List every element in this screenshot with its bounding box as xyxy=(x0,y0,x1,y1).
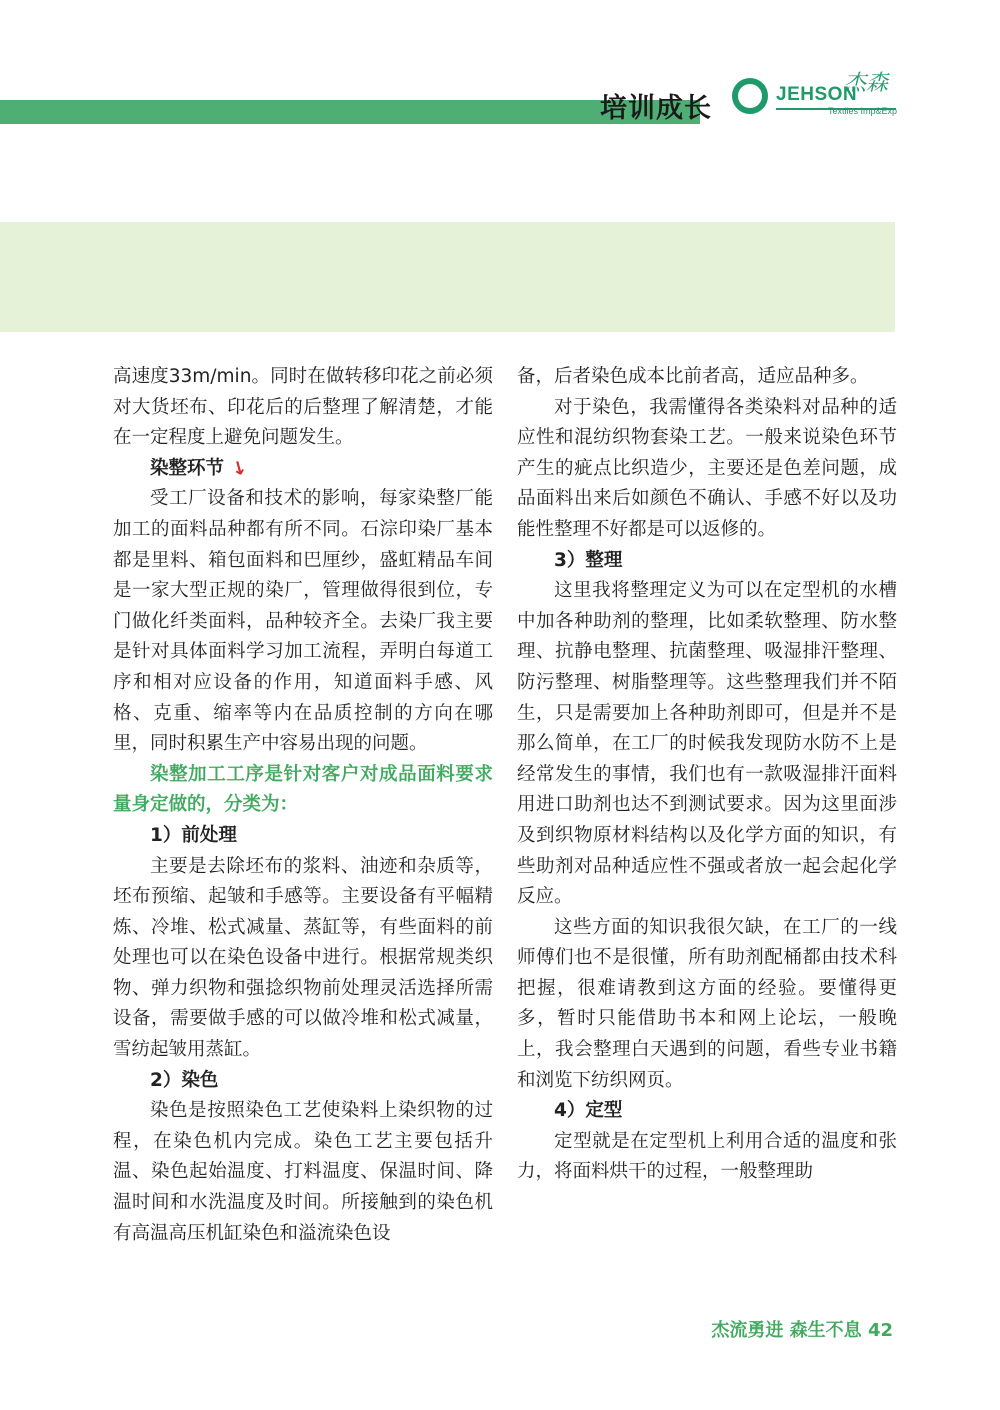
page-number: 42 xyxy=(867,1320,893,1341)
right-column xyxy=(517,362,897,1188)
logo-subtitle: Textiles Imp&Exp xyxy=(828,106,898,116)
paragraph: 这些方面的知识我很欠缺，在工厂的一线师傅们也不是很懂，所有助剂配桶都由技术科把握，很难请教到这方面的经验。要懂得更多，暂时只能借助书本和网上论坛，一般晚上，我会整理白天遇到的问题，看些专业书籍和浏览下纺织网页。 xyxy=(517,916,897,1091)
section-title: 培训成长 xyxy=(600,93,712,124)
paragraph: 染色是按照染色工艺使染料上染织物的过程，在染色机内完成。染色工艺主要包括升温、染色起始温度、打料温度、保温时间、降温时间和水洗温度及时间。所接触到的染色机有高温高压机缸染色和溢流染色设 xyxy=(113,1100,493,1244)
paragraph: 高速度33m/min。同时在做转移印花之前必须对大货坯布、印花后的后整理了解清楚，才能在一定程度上避免问题发生。 xyxy=(113,366,493,449)
paragraph: 备，后者染色成本比前者高，适应品种多。 xyxy=(517,366,869,387)
decorative-green-box xyxy=(0,222,895,332)
subheading: 3）整理 xyxy=(554,549,623,571)
logo-name: JEHSON xyxy=(776,84,858,105)
subheading xyxy=(113,454,493,485)
subheading: 2）染色 xyxy=(150,1069,219,1091)
left-column xyxy=(113,362,493,1249)
highlight-paragraph: 染整加工工序是针对客户对成品面料要求量身定做的，分类为： xyxy=(113,763,493,816)
footer-slogan: 杰流勇进 森生不息 xyxy=(711,1320,862,1341)
paragraph: 定型就是在定型机上利用合适的温度和张力，将面料烘干的过程，一般整理助 xyxy=(517,1130,897,1183)
paragraph: 这里我将整理定义为可以在定型机的水槽中加各种助剂的整理，比如柔软整理、防水整理、抗静电整理、抗菌整理、吸湿排汗整理、防污整理、树脂整理等。这些整理我们并不陌生，只是需要加上各种助剂即可，但是并不是那么简单，在工厂的时候我发现防水防不上是经常发生的事情，我们也有一款吸湿排汗面料用进口助剂也达不到测试要求。因为这里面涉及到织物原材料结构以及化学方面的知识，有些助剂对品种适应性不强或者放一起会起化学反应。 xyxy=(517,580,897,908)
paragraph: 对于染色，我需懂得各类染料对品种的适应性和混纺织物套染工艺。一般来说染色环节产生的疵点比织造少，主要还是色差问题，成品面料出来后如颜色不确认、手感不好以及功能性整理不好都是可以返修的。 xyxy=(517,396,897,540)
jehson-logo xyxy=(732,66,902,126)
header-band xyxy=(0,100,700,124)
paragraph: 受工厂设备和技术的影响，每家染整厂能加工的面料品种都有所不同。石淙印染厂基本都是里料、箱包面料和巴厘纱，盛虹精品车间是一家大型正规的染厂，管理做得很到位，专门做化纤类面料，品种较齐全。去染厂我主要是针对具体面料学习加工流程，弄明白每道工序和相对应设备的作用，知道面料手感、风格、克重、缩率等内在品质控制的方向在哪里，同时积累生产中容易出现的问题。 xyxy=(113,488,493,755)
logo-chinese: 杰森 xyxy=(844,71,889,96)
subheading-text: 染整环节 xyxy=(150,457,225,479)
page-footer xyxy=(711,1316,893,1342)
subheading: 4）定型 xyxy=(554,1100,623,1122)
arrow-icon: ↘ xyxy=(226,455,251,482)
logo-ring-icon xyxy=(732,78,768,114)
subheading: 1）前处理 xyxy=(150,824,237,846)
paragraph: 主要是去除坯布的浆料、油迹和杂质等，坯布预缩、起皱和手感等。主要设备有平幅精炼、冷堆、松式减量、蒸缸等，有些面料的前处理也可以在染色设备中进行。根据常规类织物、弹力织物和强捻织物前处理灵活选择所需设备，需要做手感的可以做冷堆和松式减量，雪纺起皱用蒸缸。 xyxy=(113,855,493,1061)
